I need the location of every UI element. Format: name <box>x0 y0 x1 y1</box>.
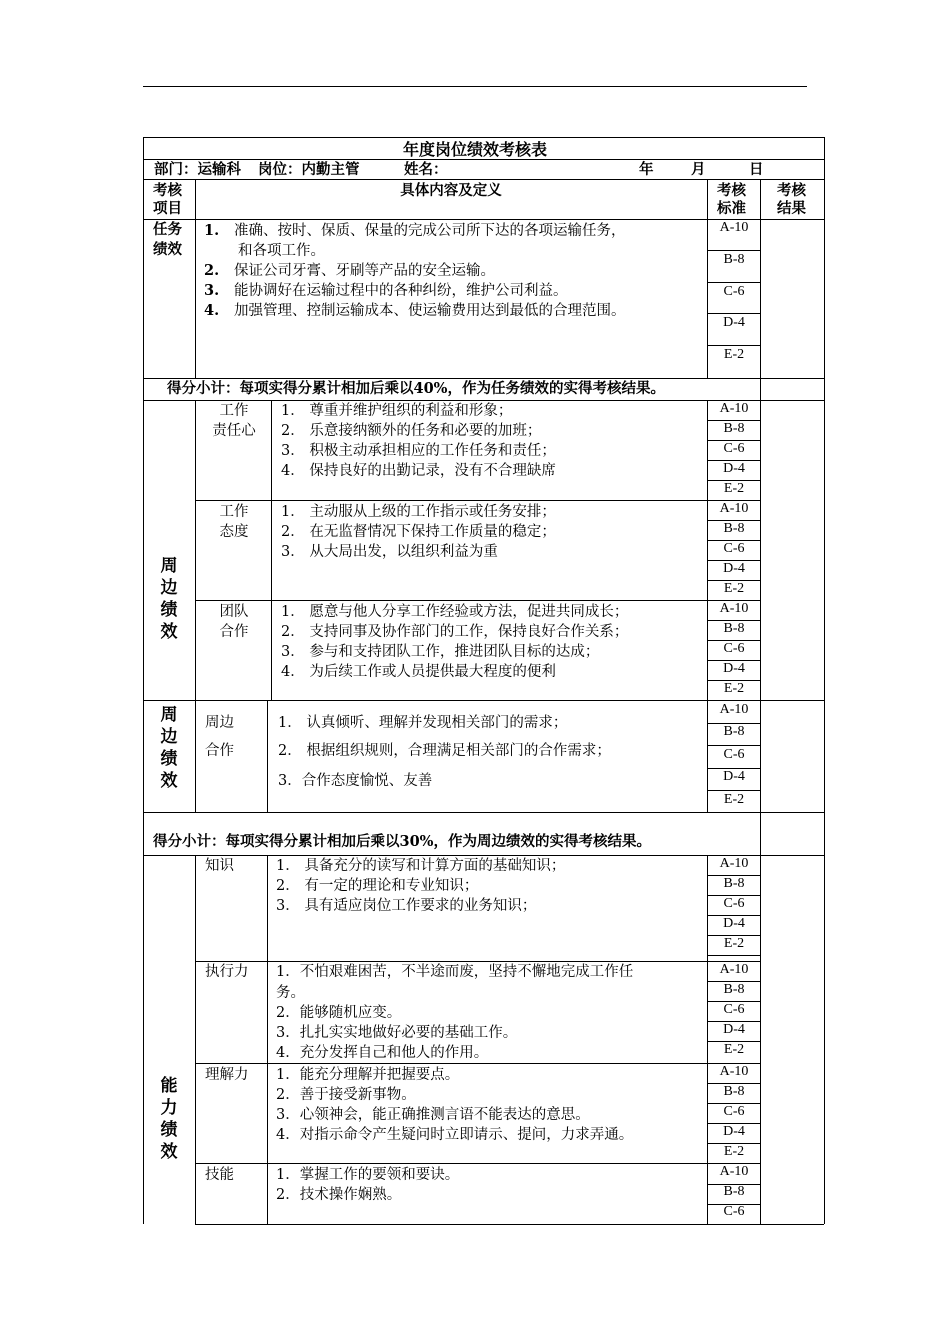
grid-hline <box>707 955 760 956</box>
ability-3-item-2: 2．善于接受新事物。 <box>276 1087 416 1103</box>
ability-2-item-4: 4．充分发挥自己和他人的作用。 <box>276 1045 489 1061</box>
peri-subtotal: 得分小计：每项实得分累计相加后乘以30%，作为周边绩效的实得考核结果。 <box>153 833 651 850</box>
grid-vline <box>267 855 268 1224</box>
peri-sub-3-l2: 合作 <box>219 624 249 640</box>
task-grade-c: C-6 <box>723 284 745 299</box>
peri2-grade-3: D-4 <box>723 769 745 785</box>
peri-grade-g1-1: B-8 <box>723 421 745 436</box>
year-field: 年 <box>639 161 654 178</box>
peri-sub-3-l1: 团队 <box>219 604 249 620</box>
ability-2-item-2: 2．能够随机应变。 <box>276 1005 402 1021</box>
peri-2-item-2: 2． 在无监督情况下保持工作质量的稳定； <box>281 524 556 540</box>
peri2-grade-2: C-6 <box>723 746 745 762</box>
ability-3-item-1: 1．能充分理解并把握要点。 <box>276 1067 460 1083</box>
peri-1-item-2: 2． 乐意接纳额外的任务和必要的加班； <box>281 423 542 439</box>
ability-sub-knowledge: 知识 <box>205 858 234 874</box>
task-item-1-cont: 和各项工作。 <box>238 243 325 259</box>
peri-grade-g1-2: C-6 <box>723 441 745 456</box>
header-content: 具体内容及定义 <box>400 182 502 199</box>
ability-4-item-2: 2．技术操作娴熟。 <box>276 1187 402 1203</box>
ability-sub-skill: 技能 <box>205 1167 234 1183</box>
peri-sub-2-l1: 工作 <box>219 504 249 520</box>
grid-vline <box>267 700 268 812</box>
grid-hline <box>195 1063 760 1064</box>
ability-grade-g1-0: A-10 <box>719 856 749 871</box>
grid-hline <box>195 500 760 501</box>
peri-grade-g3-3: D-4 <box>723 661 745 676</box>
ability-grade-g3-2: C-6 <box>723 1104 745 1119</box>
ability-grade-g3-1: B-8 <box>723 1084 745 1099</box>
peri-grade-g1-0: A-10 <box>719 401 749 416</box>
task-grade-d: D-4 <box>723 315 745 330</box>
grid-hline <box>143 700 824 701</box>
peri-3-item-1: 1． 愿意与他人分享工作经验或方法，促进共同成长； <box>281 604 629 620</box>
peri-grade-g1-4: E-2 <box>723 481 745 496</box>
task-subtotal: 得分小计：每项实得分累计相加后乘以40%，作为任务绩效的实得考核结果。 <box>167 380 665 397</box>
grid-hline <box>143 812 824 813</box>
peri-grade-g2-0: A-10 <box>719 501 749 516</box>
peri2-item-3: 3．合作态度愉悦、友善 <box>278 773 433 789</box>
ability-grade-g1-1: B-8 <box>723 876 745 891</box>
ability-2-item-1: 1．不怕艰难困苦，不半途而废，坚持不懈地完成工作任 <box>276 964 634 980</box>
grid-hline <box>143 179 824 180</box>
ability-1-item-1: 1． 具备充分的读写和计算方面的基础知识； <box>276 858 566 874</box>
grid-vline <box>195 700 196 812</box>
peri-3-item-4: 4． 为后续工作或人员提供最大程度的便利 <box>281 664 556 680</box>
ability-grade-g1-4: E-2 <box>723 936 745 951</box>
ability-1-item-2: 2． 有一定的理论和专业知识； <box>276 878 479 894</box>
peri-grade-g3-1: B-8 <box>723 621 745 636</box>
grid-vline <box>195 400 196 700</box>
task-label-l1: 任务 <box>153 221 182 238</box>
peri-sub-2-l2: 态度 <box>219 524 249 540</box>
peri2-grade-0: A-10 <box>719 702 749 717</box>
grid-hline <box>195 1224 824 1225</box>
grid-hline <box>707 345 760 346</box>
ability-grade-g2-2: C-6 <box>723 1002 745 1017</box>
peri-grade-g1-3: D-4 <box>723 461 745 476</box>
ability-grade-g4-2: C-6 <box>723 1204 745 1219</box>
peri2-sub-l1: 周边 <box>205 715 234 731</box>
peri-sub-1-l1: 工作 <box>219 403 249 419</box>
peri-grade-g2-2: C-6 <box>723 541 745 556</box>
header-std-l2: 标准 <box>717 200 746 217</box>
header-item-l2: 项目 <box>153 200 182 217</box>
peri2-item-2: 2． 根据组织规则，合理满足相关部门的合作需求； <box>278 743 611 759</box>
grid-vline <box>195 855 196 1224</box>
header-rule <box>143 86 807 87</box>
ability-grade-g2-1: B-8 <box>723 982 745 997</box>
ability-grade-g3-3: D-4 <box>723 1124 745 1139</box>
peri-grade-g2-4: E-2 <box>723 581 745 596</box>
task-item-1: 1. 准确、按时、保质、保量的完成公司所下达的各项运输任务， <box>204 222 626 239</box>
peri-sub-1-l2: 责任心 <box>212 423 256 439</box>
peri-2-item-3: 3． 从大局出发，以组织利益为重 <box>281 544 498 560</box>
peri-label: 周 边 绩 效 <box>160 556 178 642</box>
ability-2-item-1-cont: 务。 <box>276 985 305 1001</box>
grid-vline <box>824 137 825 1224</box>
task-item-4: 4. 加强管理、控制运输成本、使运输费用达到最低的合理范围。 <box>204 302 626 319</box>
day-field: 日 <box>749 161 764 178</box>
post-field: 岗位：内勤主管 <box>258 161 360 178</box>
ability-grade-g2-4: E-2 <box>723 1042 745 1057</box>
grid-hline <box>707 282 760 283</box>
dept-field: 部门：运输科 <box>154 161 241 178</box>
header-std-l1: 考核 <box>717 182 746 199</box>
ability-label: 能 力 绩 效 <box>160 1076 178 1162</box>
peri2-label: 周 边 绩 效 <box>160 705 178 791</box>
header-result-l1: 考核 <box>777 182 806 199</box>
month-field: 月 <box>691 161 706 178</box>
peri-1-item-3: 3． 积极主动承担相应的工作任务和责任； <box>281 443 556 459</box>
grid-hline <box>195 1163 760 1164</box>
peri2-item-1: 1． 认真倾听、理解并发现相关部门的需求； <box>278 715 568 731</box>
header-result-l2: 结果 <box>777 200 806 217</box>
ability-grade-g4-1: B-8 <box>723 1184 745 1199</box>
name-field: 姓名： <box>404 161 448 178</box>
peri-2-item-1: 1． 主动服从上级的工作指示或任务安排； <box>281 504 556 520</box>
ability-2-item-3: 3．扎扎实实地做好必要的基础工作。 <box>276 1025 518 1041</box>
peri-3-item-3: 3． 参与和支持团队工作，推进团队目标的达成； <box>281 644 600 660</box>
ability-sub-execution: 执行力 <box>205 964 249 980</box>
header-item-l1: 考核 <box>153 182 182 199</box>
grid-hline <box>707 313 760 314</box>
ability-grade-g1-2: C-6 <box>723 896 745 911</box>
task-item-2: 2. 保证公司牙膏、牙刷等产品的安全运输。 <box>204 262 495 279</box>
peri-grade-g3-2: C-6 <box>723 641 745 656</box>
grid-vline <box>195 179 196 378</box>
task-grade-a: A-10 <box>719 220 749 235</box>
peri-grade-g3-0: A-10 <box>719 601 749 616</box>
peri-1-item-4: 4． 保持良好的出勤记录，没有不合理缺席 <box>281 463 556 479</box>
ability-sub-comprehension: 理解力 <box>205 1067 249 1083</box>
grid-hline <box>707 250 760 251</box>
grid-hline <box>143 137 824 138</box>
ability-3-item-3: 3．心领神会，能正确推测言语不能表达的意思。 <box>276 1107 590 1123</box>
peri2-grade-1: B-8 <box>723 724 745 740</box>
ability-grade-g4-0: A-10 <box>719 1164 749 1179</box>
ability-grade-g2-3: D-4 <box>723 1022 745 1037</box>
peri-grade-g3-4: E-2 <box>723 681 745 696</box>
grid-hline <box>195 600 760 601</box>
task-item-3: 3. 能协调好在运输过程中的各种纠纷，维护公司利益。 <box>204 282 568 299</box>
peri-grade-g2-3: D-4 <box>723 561 745 576</box>
task-grade-e: E-2 <box>723 347 745 362</box>
ability-grade-g3-4: E-2 <box>723 1144 745 1159</box>
peri2-grade-4: E-2 <box>723 791 745 807</box>
peri-3-item-2: 2． 支持同事及协作部门的工作，保持良好合作关系； <box>281 624 629 640</box>
peri-grade-g2-1: B-8 <box>723 521 745 536</box>
ability-grade-g2-0: A-10 <box>719 962 749 977</box>
ability-grade-g1-3: D-4 <box>723 916 745 931</box>
task-label-l2: 绩效 <box>153 241 182 258</box>
ability-4-item-1: 1．掌握工作的要领和要诀。 <box>276 1167 460 1183</box>
grid-vline <box>143 137 144 1224</box>
ability-3-item-4: 4．对指示命令产生疑问时立即请示、提问，力求弄通。 <box>276 1127 634 1143</box>
peri2-sub-l2: 合作 <box>205 743 234 759</box>
peri-1-item-1: 1． 尊重并维护组织的利益和形象； <box>281 403 513 419</box>
task-grade-b: B-8 <box>723 252 745 267</box>
ability-grade-g3-0: A-10 <box>719 1064 749 1079</box>
grid-vline <box>271 400 272 700</box>
ability-1-item-3: 3． 具有适应岗位工作要求的业务知识； <box>276 898 537 914</box>
form-title: 年度岗位绩效考核表 <box>402 140 547 159</box>
